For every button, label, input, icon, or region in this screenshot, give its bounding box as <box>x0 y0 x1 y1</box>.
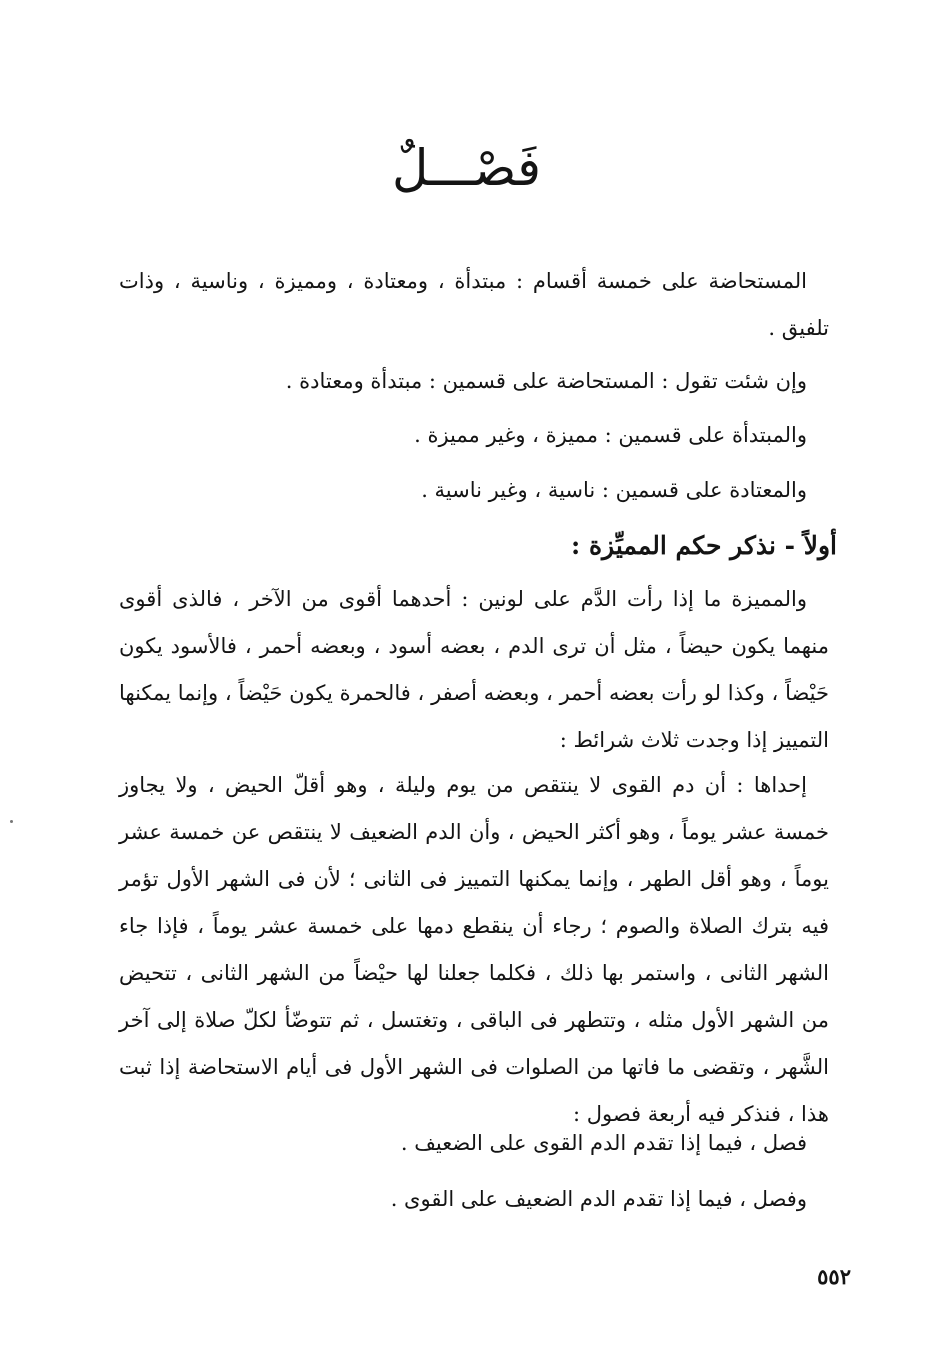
paragraph-definition: والمميزة ما إذا رأت الدَّم على لونين : أحدهما أقوى من الآخر ، فالذى أقوى منهما يكون حيضاً ، مثل أن ترى الدم ، بعضه أسود ، وبعضه أحمر ، فالأسود يكون حَيْضاً ، وكذا لو رأت بعضه أحمر ، وبعضه أصفر ، فالحمرة يكون حَيْضاً ، وإنما يمكنها التمييز إذا وجدت ثلاث شرائط : <box>119 587 829 752</box>
section-heading: فَصْـــلٌ <box>391 139 542 197</box>
paragraph-mubtadia: والمبتدأة على قسمين : مميزة ، وغير مميزة . <box>414 423 807 447</box>
paragraph-two-categories: وإن شئت تقول : المستحاضة على قسمين : مبتدأة ومعتادة . <box>285 369 807 393</box>
paragraph-chapter-two: وفصل ، فيما إذا تقدم الدم الضعيف على القوى . <box>390 1187 807 1211</box>
paragraph-chapter-one: فصل ، فيما إذا تقدم الدم القوى على الضعيف . <box>400 1131 807 1155</box>
paragraph-categories: المستحاضة على خمسة أقسام : مبتدأة ، ومعتادة ، ومميزة ، وناسية ، وذات تلفيق . <box>119 269 829 340</box>
subheading-mumayyiza: أولاً - نذكر حكم المميِّزة : <box>571 531 837 560</box>
paragraph-first-condition: إحداها : أن دم القوى لا ينتقص من يوم وليلة ، وهو أقلّ الحيض ، ولا يجاوز خمسة عشر يوماً ، وهو أكثر الحيض ، وأن الدم الضعيف لا ينتقص عن خمسة عشر يوماً ، وهو أقل الطهر ، وإنما يمكنها التمييز فى الثانى ؛ لأن فى الشهر الأول تؤمر فيه بترك الصلاة والصوم ؛ رجاء أن ينقطع دمها على خمسة عشر يوماً ، فإذا جاء الشهر الثانى ، واستمر بها ذلك ، فكلما جعلنا لها حيْضاً من الشهر الثانى ، تتحيض من الشهر الأول مثله ، وتتطهر فى الباقى ، وتغتسل ، ثم تتوضّأ لكلّ صلاة إلى آخر الشَّهر ، وتقضى ما فاتها من الصلوات فى الشهر الأول فى أيام الاستحاضة إذا ثبت هذا ، فنذكر فيه أربعة فصول : <box>119 773 829 1126</box>
scan-speck <box>10 820 13 823</box>
page-number: ٥٥٢ <box>817 1264 851 1289</box>
paragraph-mutada: والمعتادة على قسمين : ناسية ، وغير ناسية . <box>421 478 807 502</box>
